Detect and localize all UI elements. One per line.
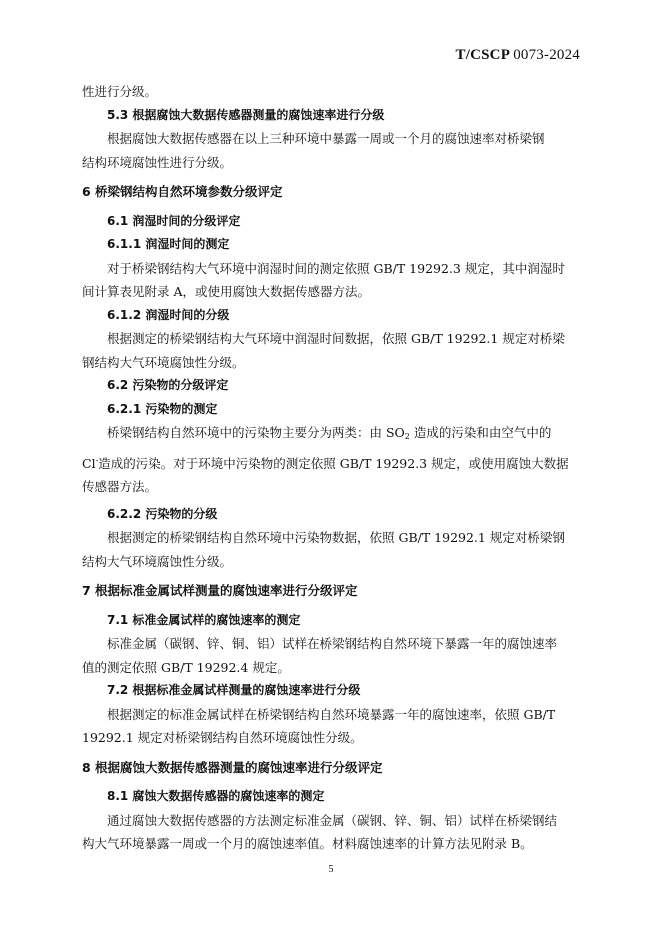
paragraph: 结构环境腐蚀性进行分级。 (82, 154, 233, 170)
document-body (82, 80, 582, 856)
text-run: 桥梁钢结构自然环境中的污染物主要分为两类：由 SO (107, 425, 405, 440)
heading-8: 8 根据腐蚀大数据传感器测量的腐蚀速率进行分级评定 (82, 759, 383, 775)
paragraph: 结构大气环境腐蚀性分级。 (82, 553, 233, 569)
superscript: - (95, 455, 99, 465)
paragraph: 性进行分级。 (82, 84, 158, 99)
paragraph: 构大气环境暴露一周或一个月的腐蚀速率值。材料腐蚀速率的计算方法见附录 B。 (82, 836, 533, 851)
heading-6: 6 桥梁钢结构自然环境参数分级评定 (82, 184, 283, 199)
paragraph: 对于桥梁钢结构大气环境中润湿时间的测定依照 GB/T 19292.3 规定，其中润湿时 (107, 260, 565, 276)
paragraph: 根据腐蚀大数据传感器在以上三种环境中暴露一周或一个月的腐蚀速率对桥梁钢 (107, 131, 545, 146)
paragraph: 根据测定的桥梁钢结构自然环境中污染物数据，依照 GB/T 19292.1 规定对桥梁钢 (107, 530, 565, 545)
heading-7: 7 根据标准金属试样测量的腐蚀速率进行分级评定 (82, 583, 358, 598)
paragraph: 通过腐蚀大数据传感器的方法测定标准金属（碳钢、锌、铜、铝）试样在桥梁钢结 (107, 812, 558, 828)
standard-code-prefix: T/CSCP (455, 47, 510, 63)
paragraph: 根据测定的桥梁钢结构大气环境中润湿时间数据，依照 GB/T 19292.1 规定对桥梁 (107, 331, 565, 346)
heading-6-1-2: 6.1.2 润湿时间的分级 (107, 307, 230, 322)
paragraph: 值的测定依照 GB/T 19292.4 规定。 (82, 659, 290, 675)
heading-6-1: 6.1 润湿时间的分级评定 (107, 213, 241, 228)
paragraph (82, 449, 582, 476)
paragraph: 标准金属（碳钢、锌、铜、铝）试样在桥梁钢结构自然环境下暴露一年的腐蚀速率 (107, 636, 558, 651)
standard-code (456, 47, 580, 64)
paragraph: 钢结构大气环境腐蚀性分级。 (82, 354, 245, 370)
paragraph: 传感器方法。 (82, 479, 158, 494)
text-run: Cl (82, 455, 96, 471)
heading-5-3: 5.3 根据腐蚀大数据传感器测量的腐蚀速率进行分级 (107, 107, 385, 122)
heading-6-2: 6.2 污染物的分级评定 (107, 378, 229, 392)
heading-6-2-2: 6.2.2 污染物的分级 (107, 506, 218, 521)
paragraph (82, 421, 582, 449)
heading-7-2: 7.2 根据标准金属试样测量的腐蚀速率进行分级 (107, 683, 361, 697)
heading-6-1-1: 6.1.1 润湿时间的测定 (107, 237, 230, 251)
paragraph: 间计算表见附录 A，或使用腐蚀大数据传感器方法。 (82, 284, 371, 299)
heading-6-2-1: 6.2.1 污染物的测定 (107, 401, 218, 416)
page-number: 5 (328, 864, 334, 875)
heading-7-1: 7.1 标准金属试样的腐蚀速率的测定 (107, 612, 301, 627)
paragraph: 根据测定的标准金属试样在桥梁钢结构自然环境暴露一年的腐蚀速率，依照 GB/T (107, 706, 556, 722)
text-run: 造成的污染。对于环境中污染物的测定依照 GB/T 19292.3 规定，或使用腐蚀大数据 (98, 455, 569, 471)
text-run: 造成的污染和由空气中的 (409, 425, 552, 440)
paragraph: 19292.1 规定对桥梁钢结构自然环境腐蚀性分级。 (82, 730, 363, 745)
heading-8-1: 8.1 腐蚀大数据传感器的腐蚀速率的测定 (107, 789, 325, 803)
standard-code-number: 0073-2024 (513, 47, 580, 63)
subscript: 2 (404, 432, 410, 441)
